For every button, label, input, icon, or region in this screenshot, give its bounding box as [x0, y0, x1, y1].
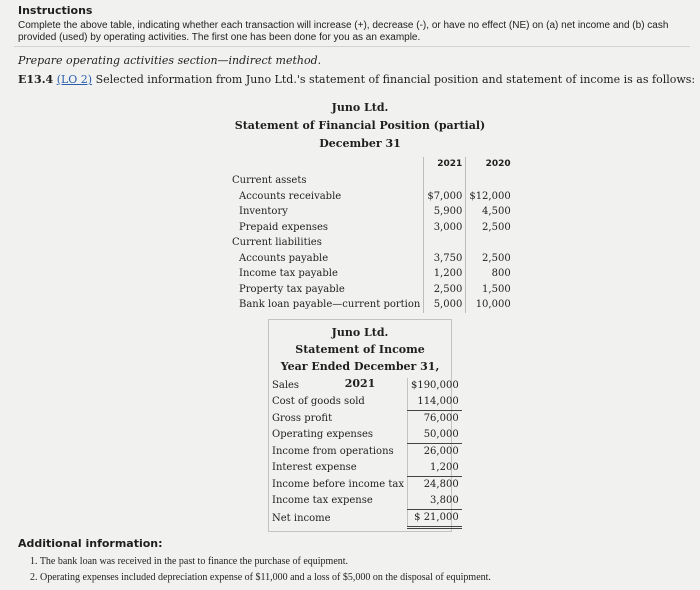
table-row: [229, 297, 514, 313]
row-label: Accounts receivable: [239, 190, 342, 202]
value-2020: 10,000: [475, 299, 511, 310]
row-label: Operating expenses: [272, 429, 373, 441]
value-2020: $12,000: [469, 190, 511, 202]
balance-sheet-date: December 31: [319, 137, 401, 150]
value-2021: 5,900: [424, 204, 466, 220]
row-label: Income before income tax: [272, 478, 404, 490]
exercise-text: Selected information from Juno Ltd.'s statement of financial position and statement of income is as follows:: [95, 73, 696, 86]
income-statement-company: Juno Ltd.: [331, 326, 389, 339]
method-line: Prepare operating activities section—indirect method.: [18, 54, 322, 67]
divider: [14, 46, 690, 47]
instructions-text: Complete the above table, indicating whether each transaction will increase (+), decrease (-), or have no effect (NE) on (a) net income and (b) cash provided (used) by operating activities. The first one has been done for you as an example.: [18, 20, 669, 43]
table-row: [229, 204, 514, 220]
table-row: [229, 282, 514, 298]
income-statement-period: Year Ended December 31, 2021: [280, 360, 440, 390]
balance-sheet-table: [229, 157, 514, 313]
row-label: Accounts payable: [239, 252, 329, 264]
balance-sheet-title-block: [200, 99, 520, 153]
value-2020: 2,500: [482, 252, 511, 264]
income-statement-title: Statement of Income: [295, 343, 425, 356]
row-label: Net income: [272, 512, 331, 524]
section-current-assets: Current assets: [232, 175, 307, 186]
row-value: 26,000: [407, 444, 461, 461]
table-header-row: [229, 157, 514, 173]
row-label: Inventory: [239, 206, 288, 217]
table-row: [269, 444, 462, 461]
table-row: [229, 220, 514, 236]
row-value: 24,800: [407, 477, 461, 494]
row-label: Sales: [272, 380, 300, 391]
additional-info-item: 1. The bank loan was received in the past to finance the purchase of equipment.: [30, 556, 349, 567]
row-label: Cost of goods sold: [272, 396, 365, 408]
value-2020: 800: [491, 268, 511, 279]
table-row: [269, 427, 462, 444]
row-value: 114,000: [407, 394, 461, 411]
exercise-line: [18, 73, 695, 86]
row-label: Income from operations: [272, 445, 394, 457]
table-row: [229, 189, 514, 205]
table-row: [269, 460, 462, 477]
row-label: Income tax expense: [272, 495, 373, 507]
balance-sheet-title: Statement of Financial Position (partial): [234, 119, 486, 132]
row-value: 1,200: [407, 460, 461, 477]
table-row: [229, 266, 514, 282]
value-2020: 2,500: [482, 221, 511, 233]
value-2021: 3,750: [424, 251, 466, 267]
col-2021-header: 2021: [424, 157, 466, 173]
row-label: Bank loan payable—current portion: [239, 299, 421, 310]
row-value: 50,000: [407, 427, 461, 444]
value-2021: 5,000: [424, 297, 466, 313]
col-2020-header: 2020: [485, 159, 511, 170]
table-row: [269, 394, 462, 411]
value-2021: 2,500: [424, 282, 466, 298]
value-2021: 1,200: [424, 266, 466, 282]
additional-info-item: 2. Operating expenses included depreciation expense of $11,000 and a loss of $5,000 on the disposal of equipment.: [30, 572, 491, 583]
row-value: 76,000: [407, 411, 461, 428]
value-2020: 1,500: [482, 283, 511, 295]
row-label: Property tax payable: [239, 283, 345, 295]
table-row: [269, 411, 462, 428]
row-label: Income tax payable: [239, 268, 338, 279]
table-row: [229, 251, 514, 267]
table-row: [269, 378, 462, 394]
instructions-heading: Instructions: [18, 4, 93, 17]
value-2021: 3,000: [424, 220, 466, 236]
section-current-liabilities: Current liabilities: [232, 237, 322, 248]
table-row: [269, 510, 462, 528]
balance-sheet-company: Juno Ltd.: [331, 101, 389, 114]
exercise-code: E13.4: [18, 73, 54, 86]
row-label: Interest expense: [272, 462, 357, 474]
table-row: [269, 477, 462, 494]
table-row: [269, 493, 462, 510]
row-value: $190,000: [407, 378, 461, 394]
learning-objective-link[interactable]: (LO 2): [56, 73, 93, 86]
row-label: Gross profit: [272, 412, 333, 424]
additional-info-heading: Additional information:: [18, 537, 163, 550]
row-value: $ 21,000: [407, 510, 461, 528]
row-label: Prepaid expenses: [239, 221, 329, 233]
value-2020: 4,500: [482, 206, 511, 217]
row-value: 3,800: [407, 493, 461, 510]
value-2021: $7,000: [424, 189, 466, 205]
income-statement-table: [269, 378, 462, 529]
